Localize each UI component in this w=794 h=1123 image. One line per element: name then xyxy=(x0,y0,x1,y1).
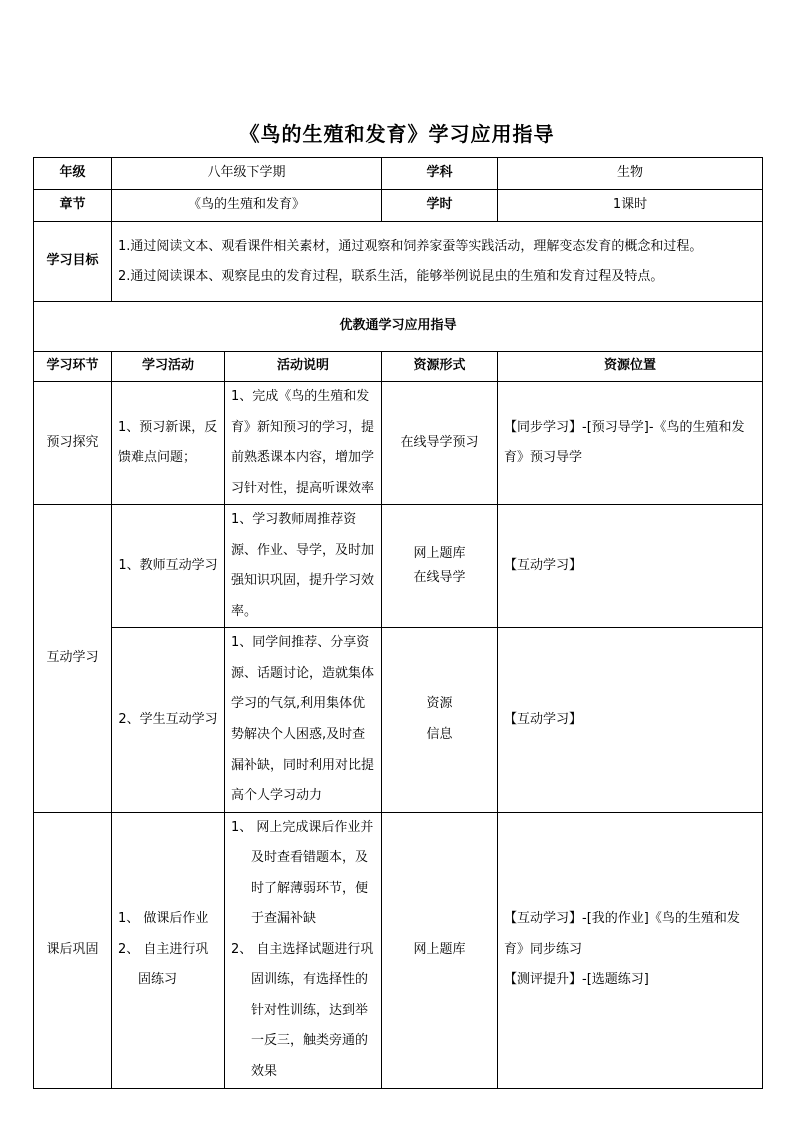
form-student-line: 信息 xyxy=(426,727,453,743)
stage-review: 课后巩固 xyxy=(34,812,112,1088)
section-title-row xyxy=(34,302,763,352)
table-row-teacher xyxy=(34,505,763,628)
guide-table xyxy=(33,157,763,1089)
stage-preview: 预习探究 xyxy=(34,382,112,505)
goals-content xyxy=(112,222,763,302)
activity-review-item: 1、 做课后作业 xyxy=(118,911,209,927)
description-teacher: 1、学习教师周推荐资源、作业、导学，及时加强知识巩固，提升学习效率。 xyxy=(225,505,382,628)
header-stage: 学习环节 xyxy=(34,352,112,382)
header-activity: 学习活动 xyxy=(112,352,225,382)
form-teacher-line: 网上题库 xyxy=(413,545,466,561)
location-review-item: 【互动学习】-[我的作业]《鸟的生殖和发育》同步练习 xyxy=(504,911,740,957)
goals-label: 学习目标 xyxy=(34,222,112,302)
description-review xyxy=(225,812,382,1088)
form-student-line: 资源 xyxy=(426,696,453,712)
grade-value: 八年级下学期 xyxy=(112,158,382,190)
location-preview: 【同步学习】-[预习导学]-《鸟的生殖和发育》预习导学 xyxy=(498,382,763,505)
table-row-student xyxy=(34,628,763,812)
activity-review xyxy=(112,812,225,1088)
description-review-item: 1、 网上完成课后作业并及时查看错题本，及时了解薄弱环节，便于查漏补缺 xyxy=(231,819,374,927)
header-resource-location: 资源位置 xyxy=(498,352,763,382)
form-student xyxy=(382,628,498,812)
hours-value: 1课时 xyxy=(498,190,763,222)
form-preview: 在线导学预习 xyxy=(382,382,498,505)
activity-teacher: 1、教师互动学习 xyxy=(112,505,225,628)
description-student: 1、同学间推荐、分享资源、话题讨论，造就集体学习的气氛,利用集体优势解决个人困惑,及时查漏补缺，同时利用对比提高个人学习动力 xyxy=(225,628,382,812)
description-review-item: 2、 自主选择试题进行巩固训练，有选择性的针对性训练，达到举一反三，触类旁通的效果 xyxy=(231,941,374,1080)
subject-value: 生物 xyxy=(498,158,763,190)
activity-review-item: 2、 自主进行巩固练习 xyxy=(118,941,209,988)
subject-label: 学科 xyxy=(382,158,498,190)
form-review: 网上题库 xyxy=(382,812,498,1088)
goals-row xyxy=(34,222,763,302)
header-row xyxy=(34,352,763,382)
form-teacher xyxy=(382,505,498,628)
chapter-label: 章节 xyxy=(34,190,112,222)
activity-preview: 1、预习新课，反馈难点问题； xyxy=(112,382,225,505)
header-resource-form: 资源形式 xyxy=(382,352,498,382)
section-title: 优教通学习应用指导 xyxy=(34,302,763,352)
grade-label: 年级 xyxy=(34,158,112,190)
stage-interactive: 互动学习 xyxy=(34,505,112,812)
table-row-review xyxy=(34,812,763,1088)
header-description: 活动说明 xyxy=(225,352,382,382)
description-preview: 1、完成《鸟的生殖和发育》新知预习的学习，提前熟悉课本内容，增加学习针对性，提高听课效率 xyxy=(225,382,382,505)
chapter-value: 《鸟的生殖和发育》 xyxy=(112,190,382,222)
page-title: 《鸟的生殖和发育》学习应用指导 xyxy=(239,122,555,146)
hours-label: 学时 xyxy=(382,190,498,222)
goal-item: 1.通过阅读文本、观看课件相关素材，通过观察和饲养家蚕等实践活动，理解变态发育的概念和过程。 xyxy=(118,238,703,254)
goal-item: 2.通过阅读课本、观察昆虫的发育过程，联系生活，能够举例说昆虫的生殖和发育过程及特点。 xyxy=(118,268,664,284)
location-teacher: 【互动学习】 xyxy=(498,505,763,628)
location-student: 【互动学习】 xyxy=(498,628,763,812)
activity-student: 2、学生互动学习 xyxy=(112,628,225,812)
form-teacher-line: 在线导学 xyxy=(413,570,466,586)
info-row-chapter xyxy=(34,190,763,222)
location-review-item: 【测评提升】-[选题练习] xyxy=(504,972,649,988)
location-review xyxy=(498,812,763,1088)
table-row-preview xyxy=(34,382,763,505)
info-row-grade xyxy=(34,158,763,190)
